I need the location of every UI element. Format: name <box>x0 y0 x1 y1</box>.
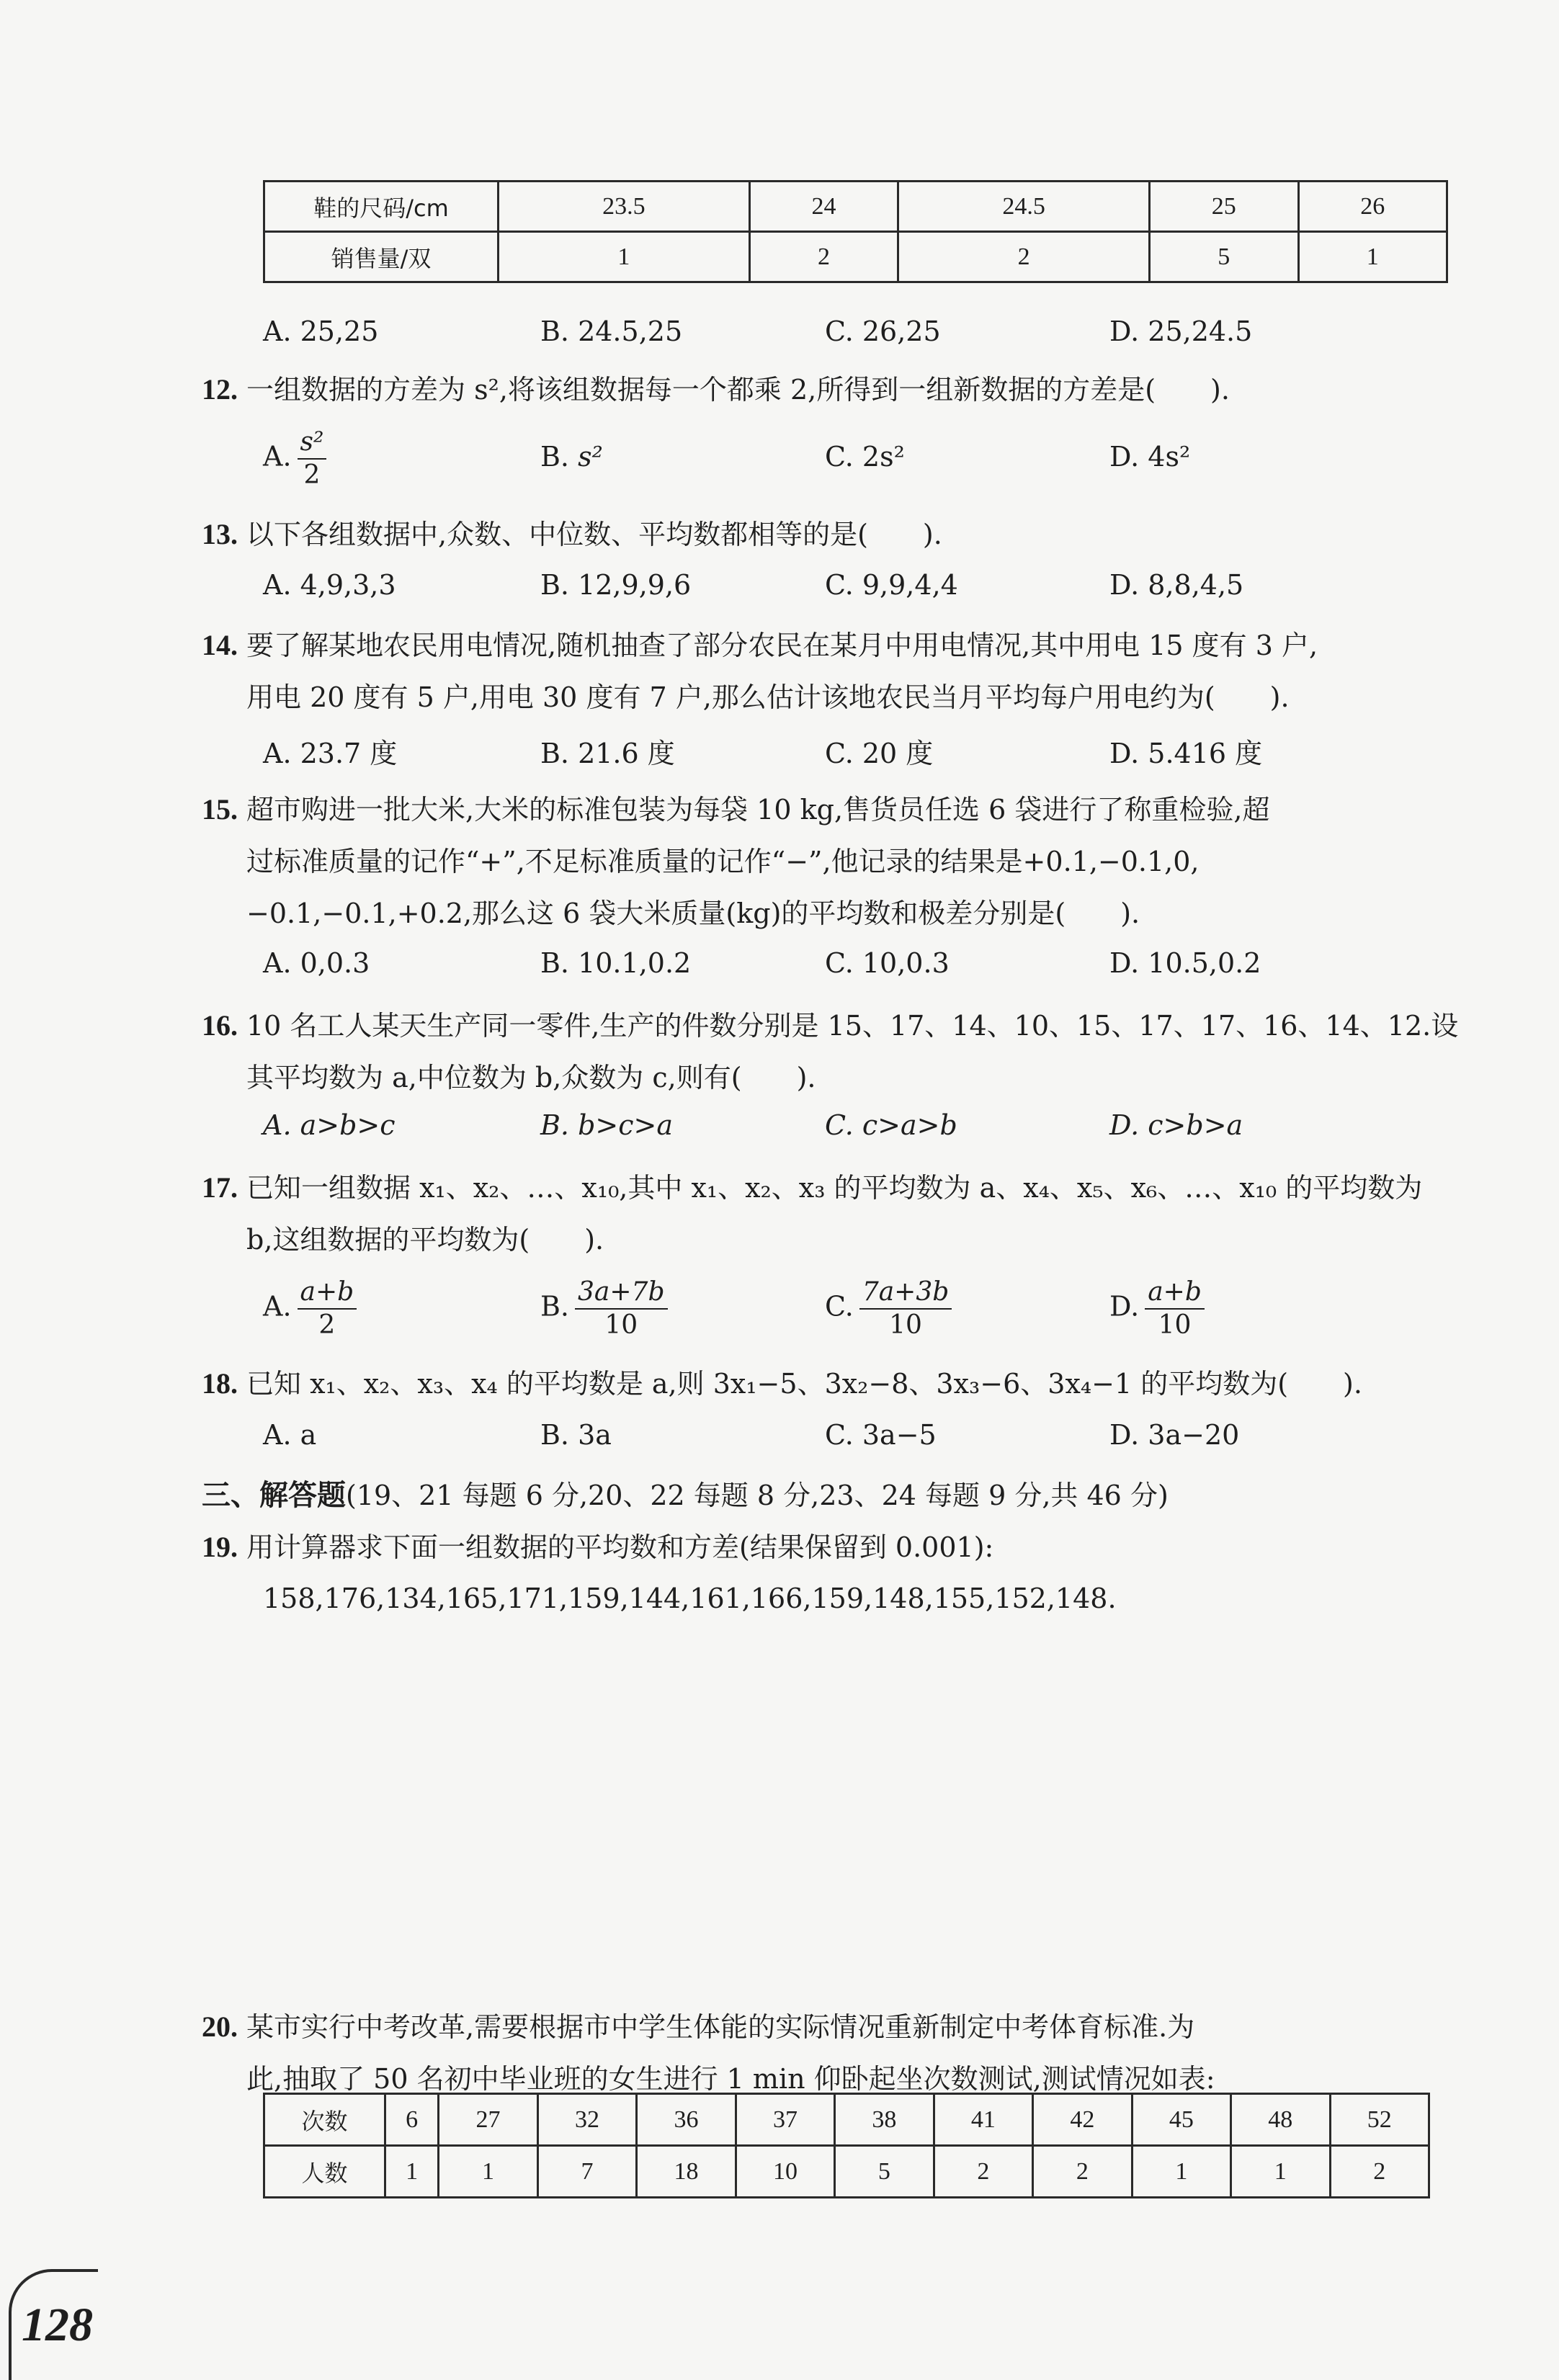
page-number: 128 <box>22 2299 93 2351</box>
option-c <box>825 1276 952 1341</box>
option-d <box>1109 1276 1205 1341</box>
question-line: 过标准质量的记作“+”,不足标准质量的记作“−”,他记录的结果是+0.1,−0.1,0, <box>246 846 1200 877</box>
fraction-numerator: a+b <box>1145 1276 1205 1310</box>
option-b: B. 24.5,25 <box>540 316 683 347</box>
fraction-numerator: s² <box>298 426 327 460</box>
q18-options <box>263 1419 1488 1462</box>
question-line: −0.1,−0.1,+0.2,那么这 6 袋大米质量(kg)的平均数和极差分别是( ). <box>246 898 1140 929</box>
q14-options <box>263 731 1488 774</box>
option-value: 4s² <box>1148 441 1191 473</box>
table-cell: 鞋的尺码/cm <box>264 182 499 232</box>
option-a: A. 23.7 度 <box>263 738 398 769</box>
table-cell: 2 <box>1330 2146 1429 2198</box>
table-cell: 2 <box>1033 2146 1132 2198</box>
fraction-denominator: 10 <box>1158 1310 1192 1340</box>
fraction-numerator: 7a+3b <box>859 1276 952 1310</box>
question-line: 10 名工人某天生产同一零件,生产的件数分别是 15、17、14、10、15、17、17、16、14、12.设 <box>246 1010 1459 1042</box>
option-label: D. <box>1109 441 1140 473</box>
option-value: s² <box>578 441 603 473</box>
q16-options <box>263 1109 1488 1153</box>
table-cell: 6 <box>385 2094 439 2146</box>
fraction-denominator: 10 <box>604 1310 638 1340</box>
question-line: b,这组数据的平均数为( ). <box>246 1224 604 1256</box>
table-cell: 5 <box>835 2146 934 2198</box>
table-cell: 7 <box>537 2146 636 2198</box>
fraction-denominator: 10 <box>889 1310 922 1340</box>
table-cell: 1 <box>499 232 750 282</box>
option-b <box>540 1276 668 1341</box>
option-d: D. 8,8,4,5 <box>1109 569 1244 601</box>
table-cell: 1 <box>385 2146 439 2198</box>
question-line: 此,抽取了 50 名初中毕业班的女生进行 1 min 仰卧起坐次数测试,测试情况如表: <box>246 2063 1215 2095</box>
table-cell: 24 <box>749 182 898 232</box>
option-d: D. c>b>a <box>1109 1109 1243 1141</box>
table-cell: 销售量/双 <box>264 232 499 282</box>
section-title: 三、解答题 <box>202 1479 346 1511</box>
option-d: D. 3a−20 <box>1109 1419 1240 1451</box>
question-number: 15. <box>202 793 238 826</box>
q13-options <box>263 569 1488 612</box>
option-c <box>825 441 905 473</box>
option-c: C. 9,9,4,4 <box>825 569 958 601</box>
question-16 <box>202 1000 1459 1104</box>
table-cell: 42 <box>1033 2094 1132 2146</box>
question-14 <box>202 619 1455 723</box>
situp-count-table <box>263 2093 1430 2198</box>
option-value: 2s² <box>862 441 905 473</box>
q19-data: 158,176,134,165,171,159,144,161,166,159,148,155,152,148. <box>263 1583 1117 1614</box>
fraction <box>1145 1276 1205 1341</box>
option-c: C. 3a−5 <box>825 1419 937 1451</box>
question-number: 16. <box>202 1009 238 1042</box>
section-note: (19、21 每题 6 分,20、22 每题 8 分,23、24 每题 9 分,共 46 分) <box>346 1480 1169 1511</box>
table-cell: 24.5 <box>898 182 1150 232</box>
fraction <box>298 426 327 491</box>
option-label: B. <box>540 441 570 473</box>
option-d: D. 25,24.5 <box>1109 316 1253 347</box>
question-number: 13. <box>202 518 238 550</box>
option-d <box>1109 441 1190 473</box>
option-label: C. <box>825 1290 854 1323</box>
fraction-denominator: 2 <box>303 460 321 490</box>
table-cell: 52 <box>1330 2094 1429 2146</box>
fraction-denominator: 2 <box>318 1310 336 1340</box>
question-number: 12. <box>202 373 238 406</box>
q12-options <box>263 426 1488 491</box>
option-label: C. <box>825 441 854 473</box>
table-cell: 41 <box>934 2094 1032 2146</box>
option-a: A. a <box>263 1419 317 1451</box>
table-cell: 48 <box>1231 2094 1330 2146</box>
shoe-size-table <box>263 180 1448 283</box>
option-b: B. 21.6 度 <box>540 738 675 769</box>
table-cell: 25 <box>1150 182 1298 232</box>
option-a <box>263 426 326 491</box>
option-label: D. <box>1109 1290 1140 1323</box>
table-cell: 2 <box>749 232 898 282</box>
option-label: A. <box>263 1290 292 1323</box>
question-line: 已知一组数据 x₁、x₂、…、x₁₀,其中 x₁、x₂、x₃ 的平均数为 a、x₄、x₅、x₆、…、x₁₀ 的平均数为 <box>246 1172 1423 1204</box>
table-cell: 27 <box>439 2094 537 2146</box>
table-cell: 1 <box>1231 2146 1330 2198</box>
table-cell: 38 <box>835 2094 934 2146</box>
question-text: 用计算器求下面一组数据的平均数和方差(结果保留到 0.001): <box>246 1531 994 1563</box>
table-cell: 2 <box>898 232 1150 282</box>
question-15 <box>202 784 1455 939</box>
option-b: B. 3a <box>540 1419 612 1451</box>
q17-options <box>263 1276 1488 1348</box>
option-c: C. 20 度 <box>825 738 934 769</box>
question-number: 20. <box>202 2010 238 2043</box>
question-line: 其平均数为 a,中位数为 b,众数为 c,则有( ). <box>246 1062 816 1093</box>
option-a: A. 25,25 <box>263 316 379 347</box>
table-cell: 2 <box>934 2146 1032 2198</box>
option-b: B. 10.1,0.2 <box>540 947 692 979</box>
question-text: 已知 x₁、x₂、x₃、x₄ 的平均数是 a,则 3x₁−5、3x₂−8、3x₃−6、3x₄−1 的平均数为( ). <box>246 1368 1362 1400</box>
table-row <box>264 2146 1429 2198</box>
q15-options <box>263 947 1488 990</box>
fraction <box>298 1276 357 1341</box>
fraction <box>575 1276 667 1341</box>
question-line: 用电 20 度有 5 户,用电 30 度有 7 户,那么估计该地农民当月平均每户用电约为( ). <box>246 681 1290 713</box>
question-20 <box>202 2001 1455 2105</box>
option-d: D. 5.416 度 <box>1109 738 1263 769</box>
table-cell: 人数 <box>264 2146 385 2198</box>
table-cell: 次数 <box>264 2094 385 2146</box>
table-row <box>264 182 1447 232</box>
table-row <box>264 232 1447 282</box>
option-label: A. <box>263 440 292 473</box>
table-cell: 45 <box>1132 2094 1230 2146</box>
table-cell: 26 <box>1298 182 1447 232</box>
table-cell: 1 <box>1298 232 1447 282</box>
table-cell: 18 <box>637 2146 736 2198</box>
table-cell: 5 <box>1150 232 1298 282</box>
option-a: A. 0,0.3 <box>263 947 370 979</box>
option-a <box>263 1276 357 1341</box>
fraction <box>859 1276 952 1341</box>
question-line: 某市实行中考改革,需要根据市中学生体能的实际情况重新制定中考体育标准.为 <box>246 2011 1195 2043</box>
table-cell: 32 <box>537 2094 636 2146</box>
fraction-numerator: a+b <box>298 1276 357 1310</box>
table-cell: 1 <box>439 2146 537 2198</box>
question-number: 19. <box>202 1531 238 1563</box>
question-text: 以下各组数据中,众数、中位数、平均数都相等的是( ). <box>246 519 942 550</box>
option-b: B. b>c>a <box>540 1109 674 1141</box>
table-row <box>264 2094 1429 2146</box>
question-line: 要了解某地农民用电情况,随机抽查了部分农民在某月中用电情况,其中用电 15 度有 3 户, <box>246 630 1318 661</box>
option-c: C. 10,0.3 <box>825 947 950 979</box>
table-cell: 36 <box>637 2094 736 2146</box>
option-b <box>540 441 603 473</box>
table-cell: 37 <box>736 2094 834 2146</box>
option-d: D. 10.5,0.2 <box>1109 947 1261 979</box>
question-line: 超市购进一批大米,大米的标准包装为每袋 10 kg,售货员任选 6 袋进行了称重检验,超 <box>246 794 1270 826</box>
option-a: A. a>b>c <box>263 1109 396 1141</box>
option-c: C. c>a>b <box>825 1109 957 1141</box>
question-number: 14. <box>202 629 238 661</box>
question-17 <box>202 1162 1455 1266</box>
fraction-numerator: 3a+7b <box>575 1276 667 1310</box>
question-number: 17. <box>202 1171 238 1204</box>
table-cell: 10 <box>736 2146 834 2198</box>
q11-options <box>263 316 1488 359</box>
option-b: B. 12,9,9,6 <box>540 569 692 601</box>
option-c: C. 26,25 <box>825 316 941 347</box>
option-a: A. 4,9,3,3 <box>263 569 396 601</box>
section-heading <box>202 1469 1498 1521</box>
question-text: 一组数据的方差为 s²,将该组数据每一个都乘 2,所得到一组新数据的方差是( ). <box>246 374 1230 406</box>
question-number: 18. <box>202 1367 238 1400</box>
table-cell: 23.5 <box>499 182 750 232</box>
table-cell: 1 <box>1132 2146 1230 2198</box>
option-label: B. <box>540 1290 570 1323</box>
